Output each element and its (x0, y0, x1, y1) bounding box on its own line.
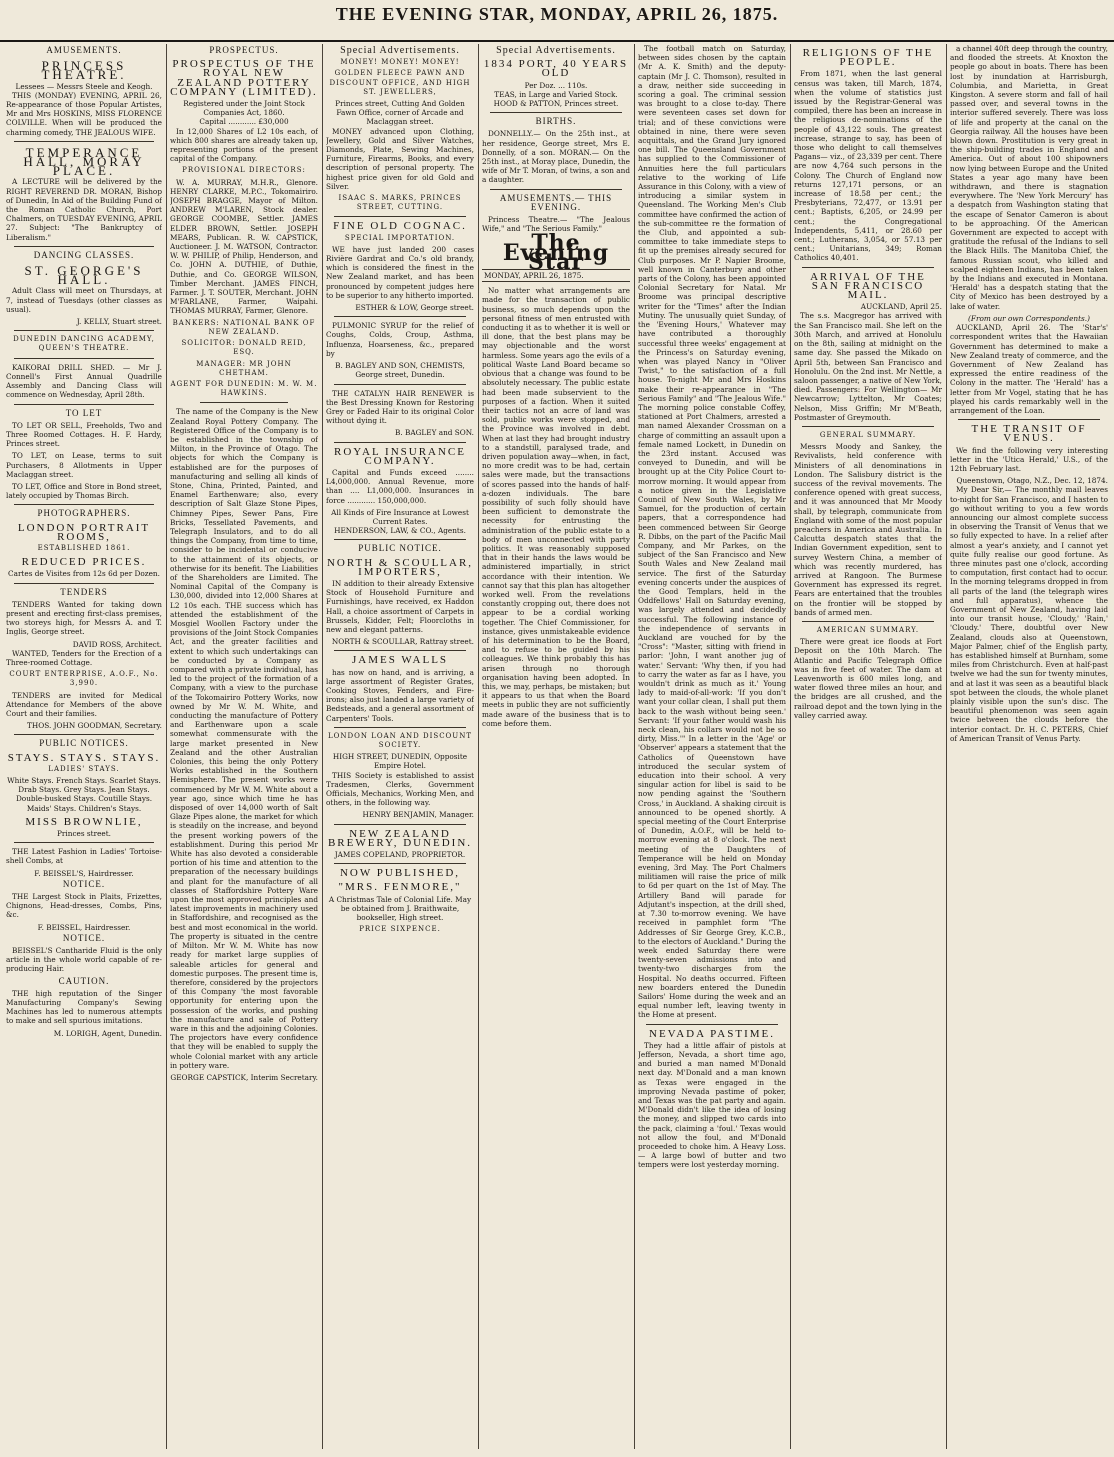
section-header: PHOTOGRAPHERS. (37, 508, 131, 519)
article-body: AUCKLAND, April 26. The 'Star's' correspondent writes that the Hawaiian Government has determined to make a New Zealand treaty of commerce, and the Government of New Zealand has expressed the entire readiness of the Colony in the matter. The 'Herald' has a letter from Mr Vogel, stating that he has played his cards remarkably well in the arrangement of the Loan. (950, 323, 1108, 415)
ad-signature: B. BAGLEY and SON. (394, 428, 474, 438)
prospectus-body: The name of the Company is the New Zealand Royal Pottery Company. The Registered Office of the Company is to be established in the township of Milton, in the Province of Otago. The objects for which the Company is established are for the purposes of manufacturing and selling all kinds of Stone, China, Printed, Painted, and Enamel Earthenware; also, every description of Salt Glaze Stone Pipes, Chimney Pipes, Sewer Pans, Fire Bricks, Tessellated Pavements, and Telegraph Insulators, and to do all things the Company, from time to time, consider to be incidental or conducive to the attainment of its objects, or otherwise for its benefit. The Liabilities of the Shareholders are Limited. The Nominal Capital of the Company is L30,000, divided into 12,000 Shares at L2 10s each. THE success which has attended the establishment of the Mosgiel Woollen Factory under the provisions of the Joint Stock Companies Act, and the greater facilities and extent to which such undertakings can be conducted by a Company as compared with a private individual, has led to the project of the formation of a Company, with a view to the purchase of the Tokomairiro Pottery Works, now owned by Mr W. M. White, and conducting the manufacture of Pottery and Earthenware upon a scale somewhat commensurate with the large market presented in New Zealand and the other Australian Colonies, this being the only Pottery Works established in the Southern Hemisphere. The present works were commenced by Mr W. M. White about a year ago, since which time he has disposed of over 14,000 worth of Salt Glaze Pipes alone, the market for which is steadily on the increase, and beyond the present working powers of the establishment. During this period Mr White has also devoted a considerable portion of his time and attention to the preparation of the necessary buildings and plant for the manufacture of all classes of Staffordshire Pottery Ware upon the most approved principles and latest improvements in machinery used in Staffordshire, and recognised as the best and most economical in the world. The property is situated in the centre of Milton. Mr W. M. White has now ready for market large supplies of saleable articles for general and domestic purposes. The present time is, therefore, considered by the projectors of this Company 'the most favorable opportunity for entering upon the possession of the works, and pushing the manufacture and sale of Pottery ware in this and the adjoining Colonies. The projectors have every confidence that they will be enabled to supply the whole Colonial market with any article in pottery ware. (170, 407, 318, 1070)
ad-subtitle: HIGH STREET, DUNEDIN, Opposite Empire Hotel. (332, 752, 468, 771)
manager: MANAGER: MR JOHN CHETHAM. (196, 359, 292, 377)
divider (14, 842, 154, 843)
amusements-body: Princess Theatre.— "The Jealous Wife," and "The Serious Family." (482, 215, 630, 234)
section-header: TO LET (65, 407, 103, 418)
ad-body: KAIKORAI DRILL SHED. — Mr J. Connell's First Annual Quadrille Assembly and Dancing Class will commence on Wednesday, April 28th. (6, 362, 162, 400)
ad-body: TO LET, on Lease, terms to suit Purchasers, 8 Allotments in Upper Maclaggan street. (6, 451, 162, 479)
ad-body: THIS Society is established to assist Tradesmen, Clerks, Government Officials, Mechanics, Working Men, and others, in the following way. (326, 770, 474, 808)
article-title: NEVADA PASTIME. (649, 1027, 775, 1040)
section-header: NOTICE. (62, 878, 106, 889)
ad-title: LONDON LOAN AND DISCOUNT SOCIETY. (328, 731, 472, 749)
ad-title: NEW ZEALAND BREWERY, DUNEDIN. (327, 827, 473, 849)
ad-subtitle: ESTABLISHED 1861. (37, 543, 131, 552)
ad-subtitle: TEAS, in Large and Varied Stock. (494, 89, 618, 99)
ad-body: THE high reputation of the Singer Manufacturing Company's Sewing Machines has led to numerous attempts to make and sell spurious imitations. (6, 988, 162, 1026)
ad-body: Capital and Funds exceed ........ L4,000,000. Annual Revenue, more than .... L1,000,000. Insurances in force ............ 150,000,000. (326, 467, 474, 505)
divider (490, 112, 622, 113)
ad-title: GOLDEN FLEECE PAWN AND DISCOUNT OFFICE, AND HIGH ST. JEWELLERS, (329, 69, 471, 96)
ad-subtitle: Per Doz. ... 110s. (524, 80, 588, 90)
article-body: Messrs Moody and Sankey, the Revivalists, held conference with Ministers of all denominations in London. The Salisbury district is the success of the revival movements. The conference opened with great success, and it was announced that Mr Moody shall, by telegraph, communicate from England with some of the most popular preachers in America and Australia. In Calcutta despatch states that the Indian Government expedition, sent to survey Western China, a member of which was recently murdered, has arrived at Rangoon. The Burmese Government has expressed its regret. Fears are entertained that the troubles on the frontier will be stopped by bands of armed men. (794, 442, 942, 617)
ad-subtitle: Lessees — Messrs Steele and Keogh. (15, 81, 153, 91)
ad-subtitle: Registered under the Joint Stock Companies Act, 1860. (183, 99, 305, 118)
ad-title: ROYAL INSURANCE COMPANY. (334, 445, 466, 467)
dateline (482, 269, 630, 282)
ad-body: THIS (MONDAY) EVENING, APRIL 26, Re-appearance of those Popular Artistes, Mr and Mrs HOSKINS, MISS FLORENCE COLVILLE. When will be produced the charming comedy, THE JEALOUS WIFE. (6, 90, 162, 137)
article-body: They had a little affair of pistols at Jefferson, Nevada, a short time ago, and buried a man named M'Donald next day. M'Donald and a man known as Texas were engaged in the improving Nevada pastime of poker, and Texas was the pat party and again. M'Donald didn't like the idea of losing the money, and slipped two cards into the pack, claiming a 'foul.' Texas would not allow the foul, and M'Donald proceeded to choke him. A Heavy Loss.— A large bowl of butter and two tempers were lost yesterday morning. (638, 1040, 786, 1170)
section-header: TENDERS (60, 586, 108, 597)
ad-title: REDUCED PRICES. (21, 556, 147, 569)
divider (802, 267, 934, 268)
ad-title: PRINCESS THEATRE. (41, 58, 127, 83)
ad-body: TO LET OR SELL, Freeholds, Two and Three Roomed Cottages. H. F. Hardy, Princes street. (6, 420, 162, 449)
ad-title: FINE OLD COGNAC. (333, 220, 467, 233)
ad-title: LONDON PORTRAIT ROOMS, (17, 521, 151, 543)
ad-body: PULMONIC SYRUP for the relief of Coughs, Colds, Croup, Asthma, Influenza, Hoarseness, &c., prepared by (326, 321, 474, 358)
ad-body: THE Latest Fashion in Ladies' Tortoise-shell Combs, at (6, 847, 162, 866)
ad-title: COURT ENTERPRISE, A.O.F., No. 3,990. (9, 670, 159, 688)
column-rule (790, 44, 791, 1449)
divider (14, 583, 154, 584)
column-2 (170, 44, 318, 1449)
ad-subtitle: Cartes de Visites from 12s 6d per Dozen. (8, 569, 160, 579)
ad-subtitle: LADIES' STAYS. (48, 764, 120, 773)
article-title: ARRIVAL OF THE SAN FRANCISCO MAIL. (810, 270, 926, 302)
section-header: BIRTHS. (535, 116, 577, 127)
ad-signature: ESTHER & LOW, George street. (355, 303, 474, 313)
column-rule (322, 44, 323, 1449)
divider (334, 384, 466, 385)
ad-body: White Stays. French Stays. Scarlet Stays. Drab Stays. Grey Stays. Jean Stays. Double-busked Stays. Coutille Stays. Maids' Stays. Children's Stays. (7, 776, 161, 813)
divider (14, 246, 154, 247)
divider (334, 216, 466, 217)
article-title: AMERICAN SUMMARY. (816, 625, 920, 634)
ad-body: TO LET, Office and Store in Bond street, lately occupied by Thomas Birch. (6, 481, 162, 501)
ad-body: In 12,000 Shares of L2 10s each, of which 800 shares are already taken up, representing portions of the present capital of the Company. (170, 126, 318, 164)
column-rule (166, 44, 167, 1449)
section-header: PUBLIC NOTICE. (358, 543, 442, 554)
divider (334, 442, 466, 443)
agent: AGENT FOR DUNEDIN: M. W. M. HAWKINS. (170, 379, 318, 398)
ad-signature: J. KELLY, Stuart street. (76, 317, 162, 327)
divider (14, 358, 154, 359)
ad-body: has now on hand, and is arriving, a large assortment of Register Grates, Cooking Stoves, Fenders, and Fire-irons; also just landed a large variety of Bedsteads, and a general assortment of Carpenters' Tools. (326, 667, 474, 723)
divider (958, 419, 1100, 420)
ad-signature: THOS. JOHN GOODMAN, Secretary. (27, 721, 162, 731)
article-title: THE TRANSIT OF VENUS. (971, 423, 1087, 445)
births-body: DONNELLY.— On the 25th inst., at her residence, George street, Mrs E. Donnelly, of a son. MORAN.— On the 25th inst., at Moray place, Dunedin, the wife of Mr T. Moran, of twins, a son and a daughter. (482, 129, 630, 185)
ad-price: PRICE SIXPENCE. (359, 925, 441, 934)
ad-subtitle: SPECIAL IMPORTATION. (344, 233, 456, 242)
ad-body: TENDERS Wanted for taking down present and erecting first-class premises, two storeys high, for Messrs A. and T. Inglis, George street. (6, 599, 162, 637)
divider (646, 1024, 778, 1025)
ad-title: MISS BROWNLIE, (25, 815, 143, 828)
divider (14, 504, 154, 505)
section-header: DANCING CLASSES. (33, 249, 135, 260)
ad-signature: GEORGE CAPSTICK, Interim Secretary. (170, 1072, 318, 1082)
evening-star-title: The Evening Star (502, 230, 610, 275)
divider (200, 402, 288, 403)
section-header: NOTICE. (62, 932, 106, 943)
divider (334, 824, 466, 825)
divider (14, 734, 154, 735)
masthead-title: THE EVENING STAR, MONDAY, APRIL 26, 1875. (335, 4, 779, 24)
article-body: My Dear Sir,— The monthly mail leaves to-night for San Francisco, and I hasten to go without writing to you a few words announcing our almost complete success in observing the Transit of Venus that we so fully expected to have. In a relief after almost a year's anxiety, and I cannot yet quite fully realise our good fortune. As three minutes past one o'clock, according to computation, first contact had to occur. In the morning telegrams dropped in from all parts of the land (the telegraph wires and full apparatus), whence the Government of New Zealand, having laid into our transit house, 'Cloudy,' 'Rain,' 'Cloudy.' There, doubtful over New Zealand, clouds also at Queenstown, Major Palmer, chief of the English party, has established himself at Burnham, some miles from Christchurch. Even at half-past twelve we had the sun for twenty minutes, and at last it was seen as a beautiful black spot between the clouds, the whole planet plainly visible upon the sun's disc. The beautiful phenomenon was seen again twice between the clouds before the interior contact. Dr. H. C. PETERS, Chief of American Transit of Venus Party. (950, 485, 1108, 743)
ad-signature: F. BEISSEL, Hairdresser. (37, 922, 131, 932)
column-6 (794, 44, 942, 1449)
divider (334, 650, 466, 651)
divider (14, 330, 154, 331)
ad-signature: DAVID ROSS, Architect. (72, 639, 162, 649)
ad-signature: ISAAC S. MARKS, PRINCES STREET, CUTTING. (338, 194, 462, 212)
ad-signature: HOOD & PATTON, Princes street. (493, 99, 619, 109)
ad-title: STAYS. STAYS. STAYS. (7, 751, 161, 764)
directors-list: W. A. MURRAY, M.H.R., Glenore. HENRY CLARKE, M.P.C., Tokomairiro. JOSEPH BRAGGE, Mayor of Milton. ANDREW M'LAREN, Stock dealer. GEORGE COOMBE, Settler. JAMES ELDER BROWN, Settler. JOSEPH MEARS, Publican. R. W. CAPSTICK, Auctioneer. J. M. WATSON, Contractor. W. W. PHILIP, of Philip, Henderson, and Co. JOHN A. DUTHIE, of Duthie, Duthie, and Co. GEORGE WILSON, Timber Merchant. JAMES FINCH, Farmer. J. T. SOUTER, Merchant. JOHN M'FARLANE, Farmer, Waipahi. THOMAS MURRAY, Farmer, Glenore. (170, 177, 318, 316)
divider (802, 426, 934, 427)
article-title: RELIGIONS OF THE PEOPLE. (802, 47, 934, 69)
article-body: The s.s. Macgregor has arrived with the San Francisco mail. She left on the 30th March, and arrived at Honolulu on the 8th, sailing at midnight on the same day. She passed the Mikado on April 5th, between San Francisco and Honolulu. On the 2nd inst. Mr Nettle, a saloon passenger, a native of New York, died. Passengers: For Wellington— Mr Newcarrow; Lyttelton, Mr Coates; Nelson, Miss Griffin; Mr M'Beath, Postmaster of Greymouth. (794, 311, 942, 422)
column-3 (326, 44, 474, 1449)
ad-title: TEMPERANCE HALL, MORAY PLACE. (23, 144, 145, 179)
ad-title: DUNEDIN DANCING ACADEMY, QUEEN'S THEATRE. (13, 335, 155, 353)
section-header: Special Advertisements. (340, 45, 460, 56)
dateline-text: MONDAY, APRIL 26, 1875. (484, 271, 584, 281)
section-header: AMUSEMENTS.— THIS EVENING. (499, 192, 613, 212)
column-rule (634, 44, 635, 1449)
correspondents-header: (From our own Correspondents.) (968, 313, 1090, 323)
ad-signature: JAMES COPELAND, PROPRIETOR. (334, 850, 466, 860)
ad-signature: F. BEISSEL'S, Hairdresser. (34, 868, 134, 878)
ad-title: NORTH & SCOULLAR, IMPORTERS, (326, 556, 474, 578)
divider (334, 863, 466, 864)
divider (334, 727, 466, 728)
section-header: PROSPECTUS. (209, 45, 279, 55)
ad-subtitle: All Kinds of Fire Insurance at Lowest Current Rates. (331, 507, 469, 526)
column-5 (638, 44, 786, 1449)
ad-signature: M. LORIGH, Agent, Dunedin. (53, 1028, 162, 1038)
article-body: a channel 40ft deep through the country, and flooded the streets. At Knoxton the people go about in boats. There has been lost by inundation at Harrisburgh, Columbia, and Marietta, in Great Kingston. A severe storm and fall of hail passed over, and several towns in the interior suffered severely. There was loss of life and property at the canal on the Georgia railway. All the houses have been blown down. Prostitution is very great in the ship-building trades in England and America. Out of about 100 shipowners now lying between Europe and the United States a year ago many have been withdrawn, and there is stagnation everywhere. The 'New York Mercury' has a despatch from Washington stating that the escape of Senator Cameron is about to be approaching. Of the American Government are expected to accept with gratitude the refusal of the Indians to sell the Black Hills. The Manitoba Chief, the famous Russian scout, who killed and scalped eighteen Indians, has been taken by the Indians and executed in Montana. 'Herald' has a despatch stating that the City of Mexico has been destroyed by a lake of water. (950, 44, 1108, 311)
ad-title: JAMES WALLS (351, 654, 449, 667)
solicitor: SOLICITOR: DONALD REID, ESQ. (181, 339, 307, 357)
ad-body: Adult Class will meet on Thursdays, at 7, instead of Tuesdays (other classes as usual). (6, 286, 162, 314)
article-body: There were great ice floods at Fort Deposit on the 10th March. The Atlantic and Pacific Telegraph Office was in five feet of water. The dam at Leavenworth is 600 miles long, and water flowed three miles an hour, and the bridges are all crushed, and the railroad depot and the town lying in the valley carried away. (794, 637, 942, 720)
section-header: CAUTION. (58, 975, 110, 986)
ad-body: BEISSEL'S Cantharide Fluid is the only article in the whole world capable of re-producing Hair. (6, 946, 162, 974)
divider (14, 404, 154, 405)
ad-title: NOW PUBLISHED, (339, 867, 461, 880)
column-7 (950, 44, 1108, 1449)
section-header: AMUSEMENTS. (46, 45, 122, 55)
directors-header: PROVISIONAL DIRECTORS: (182, 166, 306, 175)
ad-title: 1834 PORT, 40 YEARS OLD (483, 58, 629, 80)
ad-body: THE Largest Stock in Plaits, Frizettes, Chignons, Head-dresses, Combs, Pins, &c. (6, 892, 162, 920)
divider (14, 141, 154, 142)
ad-signature: HENDERSON, LAW, & CO., Agents. (334, 526, 466, 536)
divider (490, 189, 622, 190)
masthead (0, 0, 1114, 42)
ad-body: WE have just landed 200 cases Rivière Gardrat and Co.'s old brandy, which is considered the finest in the New Zealand market, and has been pronounced by competent judges here to be superior to any hitherto imported. (326, 244, 474, 300)
ad-body: TENDERS are invited for Medical Attendance for Members of the above Court and their families. (6, 690, 162, 718)
ad-title: "MRS. FENMORE," (338, 881, 462, 894)
ad-body: MONEY advanced upon Clothing, Jewellery, Gold and Silver Watches, Diamonds, Plate, Sewing Machines, Furniture, Firearms, Books, and every description of personal property. The highest price given for old Gold and Silver. (326, 126, 474, 191)
article-intro: We find the following very interesting letter in the 'Utica Herald,' U.S., of the 12th February last. (950, 445, 1108, 473)
capital-line: Capital ............ £30,000 (199, 117, 289, 127)
ad-subtitle: Princes street. (57, 829, 111, 839)
ad-title: ST. GEORGE'S HALL. (24, 263, 144, 288)
ad-body: THE CATALYN HAIR RENEWER is the Best Dressing Known for Restoring Grey or Faded Hair to its original Color without dying it. (326, 388, 474, 426)
ad-subtitle: Princes street, Cutting And Golden Fawn Office, corner of Arcade and Maclaggan street. (335, 99, 465, 127)
ad-body: IN addition to their already Extensive Stock of Household Furniture and Furnishings, have received, ex Haddon Hall, a choice assortment of Carpets in Brussels, Kidder, Felt; Floorcloths in new and elegant patterns. (326, 578, 474, 634)
ad-signature: HENRY BENJAMIN, Manager. (362, 810, 474, 820)
divider (802, 621, 934, 622)
article-dateline: Queenstown, Otago, N.Z., Dec. 12, 1874. (956, 476, 1108, 486)
ad-title: MONEY! MONEY! MONEY! (340, 58, 460, 67)
divider (334, 316, 466, 317)
ad-body: A Christmas Tale of Colonial Life. May be obtained from J. Braithwaite, bookseller, High street. (328, 894, 472, 923)
column-rule (478, 44, 479, 1449)
article-dateline: AUCKLAND, April 25. (860, 302, 942, 312)
news-paragraphs: The football match on Saturday, between sides chosen by the captain (Mr A. K. Smith) and the deputy-captain (Mr J. C. Thomson), resulted in a draw, neither side succeeding in scoring a goal. The criminal session was brought to a close to-day. There were seventeen cases set down for trial; and of these convictions were obtained in nine, there were seven acquittals, and the Grand Jury ignored one bill. The Queensland Government has supplied to the Commissioner of Annuities here the full particulars relative to the working of Life Assurance in this Colony, with a view of introducing a similar system in Queensland. The Working Men's Club committee have confirmed the action of the sub-committee re the formation of the Club, and appointed a sub-committee to take immediate steps to fit up the premises already secured for Club purposes. Mr P. Napier Broome, well known in Canterbury and other parts of the Colony, has been appointed Colonial Secretary for Natal. Mr Broome was principal descriptive writer for the "Times" after the Indian Mutiny. The unusually quiet Sunday, of the 'Evening Hours,' Whatever may have contributed a thoroughly successful three weeks' engagement at the Princess's on Saturday evening, when was played Nancy in "Oliver Twist," to the satisfaction of a full house. To-night Mr and Mrs Hoskins make their re-appearance in "The Serious Family" and "The Jealous Wife." The morning police constable Coffey, stationed at Port Chalmers, arrested a man named Alexander Crossman on a charge of committing an assault upon a female named Lockett, in Dunedin on the 23rd instant. Accused was conveyed to Dunedin, and will be brought up at the City Police Court to-morrow morning. It would appear from a notice given in the Legislative Council of New South Wales, by Mr Samuel, for the production of certain papers, that a correspondence had been commenced between Sir George R. Dibbs, on the part of the Pacific Mail Company, and Mr Parkes, on the subject of the San Francisco and New South Wales and New Zealand mail service. The first of the Saturday evening concerts under the auspices of the Good Templars, held in the Oddfellows' Hall on Saturday evening, was largely attended and decidedly successful. The following instance of the independence of servants in Auckland are vouched for by the "Cross": "Master, sitting with friend in parlor: 'John, I want another jug of water.' Servant: 'Why then, if you had to carry the water as far as I have, you wouldn't drink as much as it.' Young lady to maid-of-all-work: 'If you don't want your collar clean, I shall put them back to the wash without being seen.' Servant: 'If your father would wash his neck clean, his collars would not be so dirty, Miss.'" In a letter in the 'Age' or 'Observer' appears a statement that the Catholics of Queenstown have introduced the secular system of education into their school. A very singular action for libel is said to be now pending against the 'Southern Cross,' in Auckland. A shaking circuit is announced to be opened shortly. A special meeting of the Court Enterprise of Dunedin, A.O.F., will be held to-morrow evening at 8 o'clock. The next meeting of the Daughters of Temperance will be held on Monday evening, 3rd May. The Port Chalmers militiamen will raise the price of milk to 6d per quart on the 1st of May. The Artillery Band will parade for Adjutant's inspection, at the drill shed, at 7.30 to-morrow evening. We have received in pamphlet form "The Addresses of Sir George Grey, K.C.B., to the electors of Auckland." During the week ended Saturday there were twenty-seven admissions into and twenty-two discharges from the Hospital. No deaths occurred. Fifteen new boarders entered the Dunedin Sailors' Home during the week and an equal number left, leaving twenty in the Home at present. (638, 44, 786, 1020)
bankers: BANKERS: NATIONAL BANK OF NEW ZEALAND. (172, 318, 316, 336)
column-1 (6, 44, 162, 1449)
section-header: Special Advertisements. (496, 45, 616, 56)
article-body: From 1871, when the last general census was taken, till March, 1874, when the volume of statistics just issued by the Registrar-General was compiled, there has been an increase in the religious de-nominations of the people of 43,122 souls. The greatest increase, strange to say, has been of those who delight to call themselves Pagans— viz., of 23,339 per cent. There are now 4,764 such persons in the Colony. The Church of England now returns 127,171 persons, or an increase of 18.58 per cent.; the Presbyterians, 72,477, or 13.91 per cent.; Baptists, 6,205, or 24.99 per cent.; the Congregational Independents, 5,411, or 28.60 per cent.; Lutherans, 3,054, or 57.13 per cent.; Unitarians, 349; Roman Catholics 40,401. (794, 69, 942, 263)
ad-title: PROSPECTUS OF THE ROYAL NEW ZEALAND POTTERY COMPANY (LIMITED). (170, 58, 318, 98)
ad-body: A LECTURE will be delivered by the RIGHT REVEREND DR. MORAN, Bishop of Dunedin, In Aid of the Building Fund of the Roman Catholic Church, Port Chalmers, on TUESDAY EVENING, APRIL 27. Subject: "The Bankruptcy of Liberalism." (6, 177, 162, 242)
divider (334, 539, 466, 540)
ad-body: WANTED, Tenders for the Erection of a Three-roomed Cottage. (6, 648, 162, 667)
column-4 (482, 44, 630, 1449)
article-title: GENERAL SUMMARY. (819, 430, 917, 439)
column-rule (946, 44, 947, 1449)
section-header: PUBLIC NOTICES. (39, 738, 129, 749)
ad-signature: NORTH & SCOULLAR, Rattray street. (331, 637, 474, 647)
editorial-body: No matter what arrangements are made for the transaction of public business, so much depends upon the personal fitness of men entrusted with conducting it as to whether it is well or ill done, that the best plans may be may objectionable and the worst harmless. Some years ago the evils of a political Waste Land Board became so obvious that a change was found to be absolutely necessary. The public estate had been made subservient to the purposes of a faction. When it suited their tactics not an acre of land was sold, public works were stopped, and the Province was involved in debt. When at last they had brought industry to a standstill, paralysed trade, and driven population away—when, in fact, no more credit was to be had, certain sales were made, but the transactions of scores passed into the hands of half-a-dozen individuals. The bare possibility of such folly should have been sufficient to demonstrate the necessity for entrusting the administration of the public estate to a body of men unconnected with party politics. It was reasonably supposed that in their hands the laws would be administered impartially, in strict accordance with their intention. We cannot say that this plan has altogether worked well. From the revelations constantly cropping out, there does not appear to be a cordial working together. The Chief Commissioner, for instance, gives unmistakeable evidence of his determination to be the Board, and to refuse to be guided by his colleagues. We think probably this has arisen through no thorough organisation having been adopted. In this, we may, perhaps, be mistaken; but it appears to us that when the Board meets in public they are not sufficiently made aware of the business that is to come before them. (482, 286, 630, 728)
ad-signature: B. BAGLEY AND SON, CHEMISTS, George street, Dunedin. (335, 361, 465, 380)
